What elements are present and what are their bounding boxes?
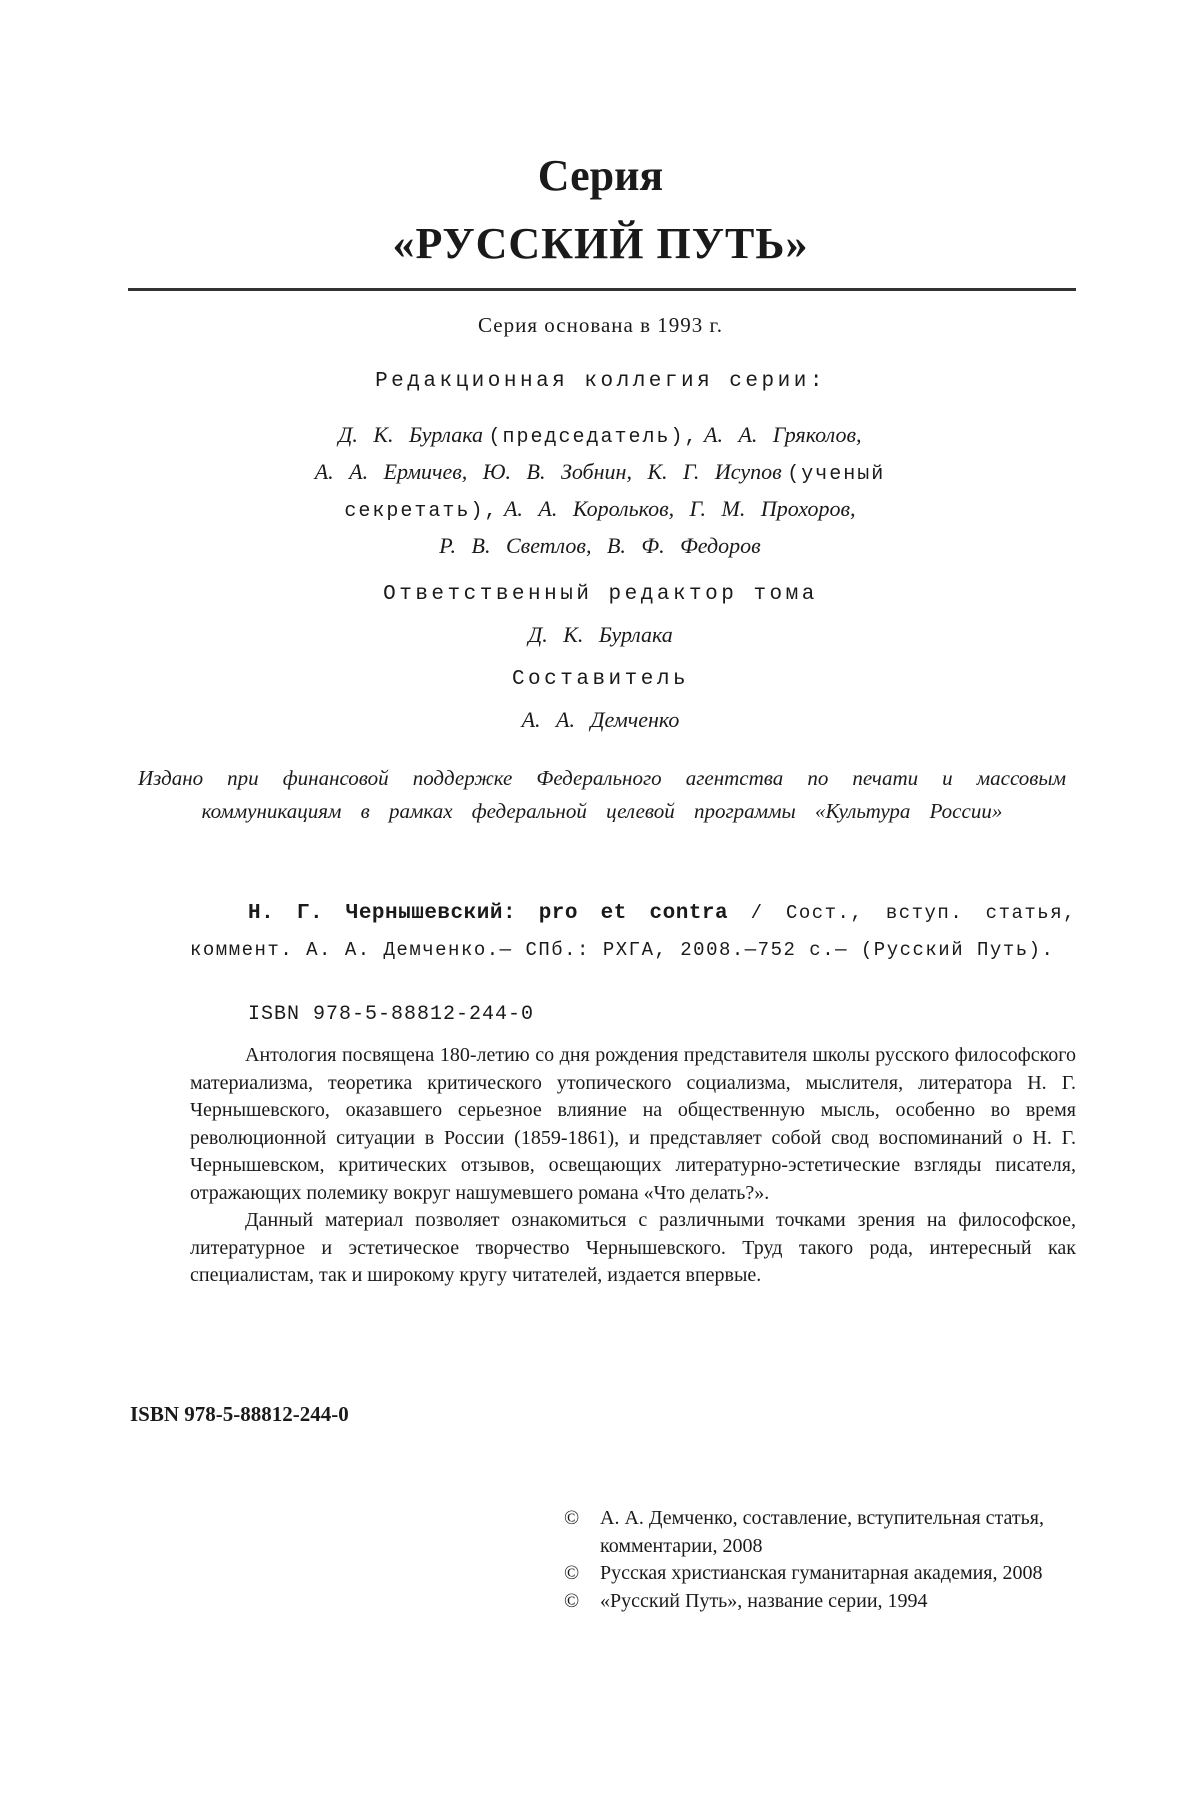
series-name: «РУССКИЙ ПУТЬ» (392, 219, 809, 268)
bibliographic-entry (190, 894, 1076, 967)
compiler-heading: Составитель (511, 668, 690, 691)
copyright-item (564, 1560, 1084, 1588)
series-label: Серия (537, 151, 664, 200)
copyright-text: «Русский Путь», название серии, 1994 (600, 1589, 928, 1612)
board-heading: Редакционная коллегия серии: (375, 370, 826, 393)
board-line-1 (200, 418, 1000, 455)
bibliographic-details: / Сост., вступ. статья, коммент. А. А. Демченко.— СПб.: РХГА, 2008.—752 с.— (Русский Путь). (190, 902, 1076, 961)
board-member: А. А. Корольков, Г. М. Прохоров, (503, 496, 856, 521)
board-line-2 (200, 455, 1000, 492)
compiler-name: А. А. Демченко (521, 707, 680, 732)
board-role: (председатель), (488, 426, 699, 449)
book-title: Н. Г. Чернышевский: pro et contra (248, 902, 729, 925)
copyright-text: А. А. Демченко, составление, вступительная статья, комментарии, 2008 (600, 1507, 1044, 1557)
board-member: Р. В. Светлов, В. Ф. Федоров (439, 533, 761, 558)
copyright-item (564, 1588, 1084, 1616)
series-founded: Серия основана в 1993 г. (478, 313, 723, 337)
editor-heading: Ответственный редактор тома (383, 583, 818, 606)
board-role: (ученый (787, 463, 886, 486)
board-member: Д. К. Бурлака (338, 422, 483, 447)
funding-note: Издано при финансовой поддержке Федерального агентства по печати и массовым коммуникациям в рамках федеральной целевой программы «Культура России» (138, 766, 1066, 823)
board-member: А. А. Ермичев, Ю. В. Зобнин, К. Г. Исупов (314, 459, 782, 484)
copyright-icon: © (564, 1589, 580, 1612)
bibliographic-record (190, 894, 1076, 967)
copyright-item (564, 1505, 1084, 1560)
copyright-block (564, 1505, 1084, 1615)
annotation (190, 1042, 1076, 1290)
editor-name: Д. К. Бурлака (528, 622, 673, 647)
annotation-paragraph-1: Антология посвящена 180-летию со дня рождения представителя школы русского философского материализма, теоретика критического утопического социализма, мыслителя, литератора Н. Г. Чернышевского, оказавшего серьезное влияние на общественную мысль, особенно во время революционной ситуации в России (1859-1861), и представляет собой свод воспоминаний о Н. Г. Чернышевском, критических отзывов, освещающих литературно-эстетические взгляды писателя, отражающих полемику вокруг нашумевшего романа «Что делать?». (190, 1044, 1076, 1204)
board-line-3 (200, 492, 1000, 529)
board-members (200, 418, 1000, 563)
board-member: А. А. Гряколов, (704, 422, 862, 447)
isbn-bold: ISBN 978-5-88812-244-0 (130, 1402, 349, 1426)
copyright-text: Русская христианская гуманитарная академия, 2008 (600, 1562, 1043, 1584)
copyright-icon: © (564, 1562, 580, 1584)
title-divider (128, 288, 1076, 291)
annotation-paragraph-2: Данный материал позволяет ознакомиться с различными точками зрения на философское, литературное и эстетическое творчество Чернышевского. Труд такого рода, интересный как специалистам, так и широкому кругу читателей, издается впервые. (190, 1209, 1076, 1286)
board-role: секретать), (344, 500, 499, 523)
isbn-line: ISBN 978-5-88812-244-0 (248, 1003, 535, 1026)
copyright-icon: © (564, 1507, 580, 1529)
board-line-4 (200, 529, 1000, 563)
